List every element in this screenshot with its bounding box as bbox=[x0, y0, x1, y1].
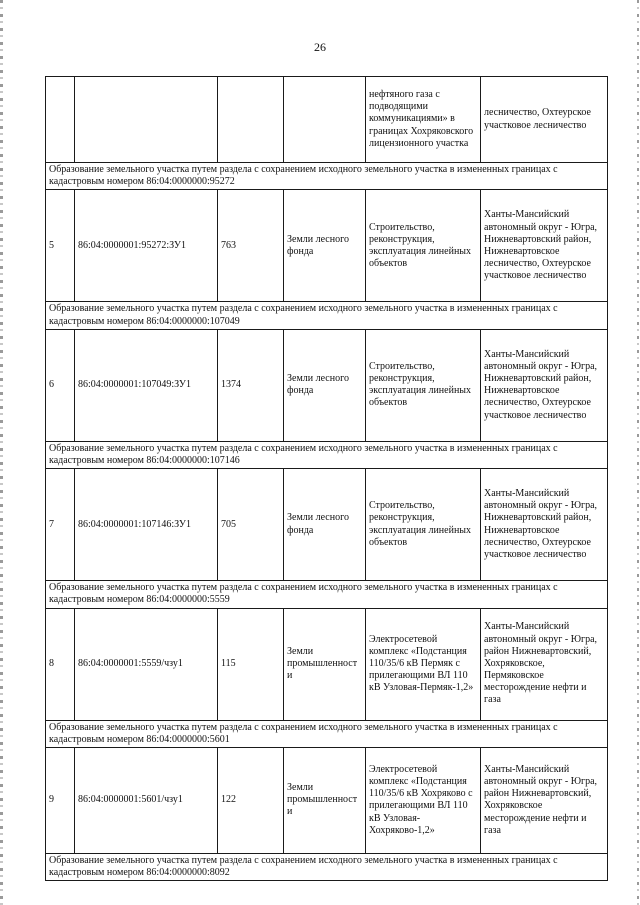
cell-category: Земли лесного фонда bbox=[284, 190, 366, 302]
cell-purpose: Строительство, реконструкция, эксплуатация линейных объектов bbox=[366, 190, 481, 302]
cell-area bbox=[218, 77, 284, 163]
cell-num: 6 bbox=[46, 329, 75, 441]
table-row-continuation bbox=[46, 77, 608, 163]
cell-location: лесничество, Охтеурское участковое лесничество bbox=[481, 77, 608, 163]
cell-location: Ханты-Мансийский автономный округ - Югра, Нижневартовский район, Нижневартовское лесничество, Охтеурское участковое лесничество bbox=[481, 329, 608, 441]
section-header: Образование земельного участка путем раздела с сохранением исходного земельного участка в измененных границах с кадастровым номером 86:04:0000000:8092 bbox=[46, 853, 608, 880]
cell-area: 763 bbox=[218, 190, 284, 302]
cell-area: 122 bbox=[218, 747, 284, 853]
scan-edge-right bbox=[637, 0, 639, 905]
cell-category bbox=[284, 77, 366, 163]
cell-cadastral: 86:04:0000001:5559/чзу1 bbox=[75, 608, 218, 720]
cell-area: 705 bbox=[218, 469, 284, 581]
section-header-row bbox=[46, 581, 608, 608]
table-row bbox=[46, 747, 608, 853]
section-header-row bbox=[46, 163, 608, 190]
table-row bbox=[46, 329, 608, 441]
cell-location: Ханты-Мансийский автономный округ - Югра, район Нижневартовский, Хохряковское, Пермяковское месторождение нефти и газа bbox=[481, 608, 608, 720]
table-row bbox=[46, 469, 608, 581]
cell-num: 9 bbox=[46, 747, 75, 853]
cell-category: Земли лесного фонда bbox=[284, 469, 366, 581]
section-header: Образование земельного участка путем раздела с сохранением исходного земельного участка в измененных границах с кадастровым номером 86:04:0000000:5601 bbox=[46, 720, 608, 747]
cell-num: 8 bbox=[46, 608, 75, 720]
cell-num: 7 bbox=[46, 469, 75, 581]
cell-purpose: Электросетевой комплекс «Подстанция 110/35/6 кВ Хохряково с прилегающими ВЛ 110 кВ Узловая-Хохряково-1,2» bbox=[366, 747, 481, 853]
land-plots-table bbox=[45, 76, 608, 881]
cell-category: Земли лесного фонда bbox=[284, 329, 366, 441]
cell-cadastral: 86:04:0000001:95272:ЗУ1 bbox=[75, 190, 218, 302]
scan-edge-left bbox=[0, 0, 3, 905]
cell-num: 5 bbox=[46, 190, 75, 302]
cell-purpose: Электросетевой комплекс «Подстанция 110/35/6 кВ Пермяк с прилегающими ВЛ 110 кВ Узловая-Пермяк-1,2» bbox=[366, 608, 481, 720]
section-header: Образование земельного участка путем раздела с сохранением исходного земельного участка в измененных границах с кадастровым номером 86:04:0000000:107049 bbox=[46, 302, 608, 329]
cell-purpose: Строительство, реконструкция, эксплуатация линейных объектов bbox=[366, 469, 481, 581]
cell-category: Земли промышленности bbox=[284, 747, 366, 853]
section-header: Образование земельного участка путем раздела с сохранением исходного земельного участка в измененных границах с кадастровым номером 86:04:0000000:107146 bbox=[46, 441, 608, 468]
cell-num bbox=[46, 77, 75, 163]
table-row bbox=[46, 190, 608, 302]
cell-purpose: Строительство, реконструкция, эксплуатация линейных объектов bbox=[366, 329, 481, 441]
section-header-row bbox=[46, 853, 608, 880]
cell-cadastral: 86:04:0000001:107146:ЗУ1 bbox=[75, 469, 218, 581]
cell-cadastral: 86:04:0000001:5601/чзу1 bbox=[75, 747, 218, 853]
cell-location: Ханты-Мансийский автономный округ - Югра, район Нижневартовский, Хохряковское месторождение нефти и газа bbox=[481, 747, 608, 853]
section-header: Образование земельного участка путем раздела с сохранением исходного земельного участка в измененных границах с кадастровым номером 86:04:0000000:5559 bbox=[46, 581, 608, 608]
cell-category: Земли промышленности bbox=[284, 608, 366, 720]
cell-cadastral bbox=[75, 77, 218, 163]
cell-area: 1374 bbox=[218, 329, 284, 441]
section-header-row bbox=[46, 441, 608, 468]
cell-cadastral: 86:04:0000001:107049:ЗУ1 bbox=[75, 329, 218, 441]
cell-location: Ханты-Мансийский автономный округ - Югра, Нижневартовский район, Нижневартовское лесничество, Охтеурское участковое лесничество bbox=[481, 190, 608, 302]
cell-purpose: нефтяного газа с подводящими коммуникациями» в границах Хохряковского лицензионного участка bbox=[366, 77, 481, 163]
page-number: 26 bbox=[314, 40, 326, 54]
table-row bbox=[46, 608, 608, 720]
section-header: Образование земельного участка путем раздела с сохранением исходного земельного участка в измененных границах с кадастровым номером 86:04:0000000:95272 bbox=[46, 163, 608, 190]
cell-area: 115 bbox=[218, 608, 284, 720]
section-header-row bbox=[46, 720, 608, 747]
section-header-row bbox=[46, 302, 608, 329]
cell-location: Ханты-Мансийский автономный округ - Югра, Нижневартовский район, Нижневартовское лесничество, Охтеурское участковое лесничество bbox=[481, 469, 608, 581]
